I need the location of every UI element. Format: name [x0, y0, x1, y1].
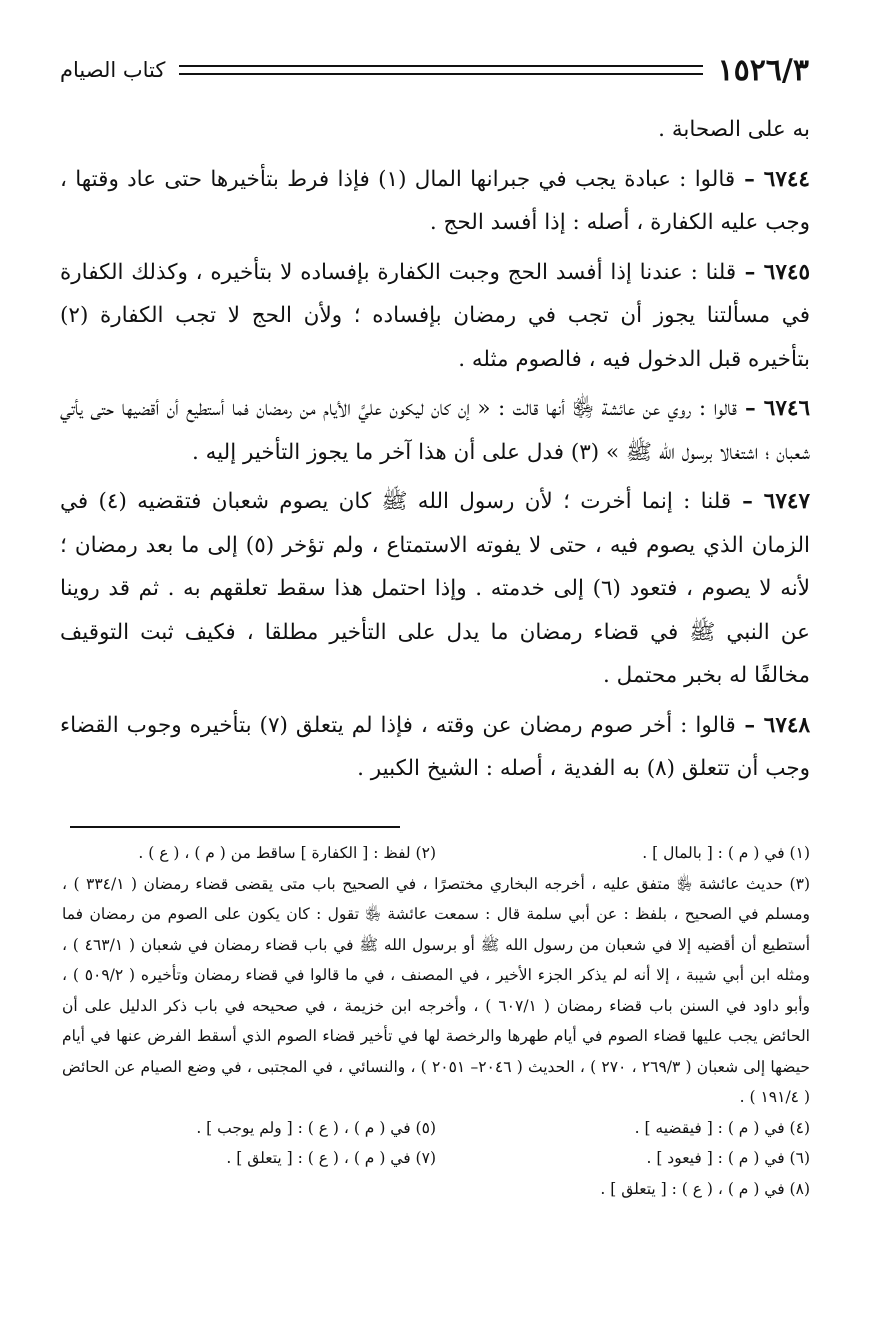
paragraph-text: قلنا : عندنا إذا أفسد الحج وجبت الكفارة بإفساده لا بتأخيره ، وكذلك الكفارة في مسألتنا يجوز أن تجب في رمضان بإفساده ؛ ولأن الحج لا تجب الكفارة (٢) بتأخيره قبل الدخول فيه ، فالصوم مثله .: [60, 259, 810, 372]
footnote: (٨) في ( م ) ، ( ع ) : [ يتعلق ] .: [600, 1179, 810, 1198]
paragraph-number: ٦٧٤٤ –: [735, 166, 810, 192]
footnote: (٢) لفظ : [ الكفارة ] ساقط من ( م ) ، ( ع ) .: [138, 844, 436, 862]
paragraph-text: قالوا : روي عن عائشة ﵂ أنها قالت : « إن كان ليكون عليَّ الأيام من رمضان فما أستطيع أن أقضيها حتى يأتي شعبان ؛ اشتغالا برسول الله ﷺ » (٣) فدل على أن هذا آخر ما يجوز التأخير إليه .: [60, 396, 810, 465]
footnote-row: [62, 838, 810, 869]
footnote: (٣) حديث عائشة ﵂ متفق عليه ، أخرجه البخاري مختصرًا ، في الصحيح باب متى يقضى قضاء رمضان ( ٣٣٤/١ ) ، ومسلم في الصحيح ، بلفظ : عن أبي سلمة قال : سمعت عائشة ﵂ تقول : كان يكون على الصوم من رمضان فما أستطيع أن أقضيه إلا في شعبان من رسول الله ﷺ أو برسول الله ﷺ في باب قضاء رمضان في شعبان ( ٤٦٣/١ ) ، ومثله ابن أبي شيبة ، إلا أنه لم يذكر الجزء الأخير ، في المصنف ، في ما قالوا في قضاء رمضان وتأخيره ( ٥٠٩/٢ ) ، وأبو داود في السنن باب قضاء رمضان ( ٦٠٧/١ ) ، وأخرجه ابن خزيمة ، في صحيحه في باب ذكر الدليل على أن الحائض يجب عليها قضاء الصوم في أيام طهرها والرخصة لها في تأخير قضاء الصوم الذي أسقط الفرض عنها في أيام حيضها إلى شعبان ( ٢٦٩/٣ ، ٢٧٠ ) ، الحديث ( ٢٠٤٦– ٢٠٥١ ) ، والنسائي ، في المجتبى ، في وضع الصيام عن الحائض ( ١٩١/٤ ) .: [62, 874, 811, 1106]
page-header: [60, 50, 809, 90]
footnotes: [62, 838, 810, 1204]
paragraph-number: ٦٧٤٥ –: [736, 259, 810, 285]
paragraph: [60, 108, 810, 152]
paragraph: [60, 387, 810, 474]
footnote: (١) في ( م ) : [ بالمال ] .: [642, 844, 810, 862]
footnote-row: [62, 1113, 810, 1144]
footnote-row: [62, 1143, 810, 1174]
footnote: (٥) في ( م ) ، ( ع ) : [ ولم يوجب ] .: [196, 1118, 436, 1137]
paragraph: [60, 480, 810, 698]
paragraph-text: قالوا : أخر صوم رمضان عن وقته ، فإذا لم يتعلق (٧) بتأخيره وجوب القضاء وجب أن تتعلق (٨) به الفدية ، أصله : الشيخ الكبير .: [60, 712, 810, 781]
page-number: ١٥٢٦/٣: [717, 52, 809, 88]
main-text: [60, 108, 810, 797]
paragraph-number: ٦٧٤٨ –: [735, 712, 810, 738]
paragraph: [60, 251, 810, 382]
paragraph-text: به على الصحابة .: [658, 117, 810, 142]
paragraph-text: قالوا : عبادة يجب في جبرانها المال (١) فإذا فرط بتأخيرها حتى عاد وقتها ، وجب عليه الكفارة ، أصله : إذا أفسد الحج .: [60, 166, 810, 235]
footnote: (٧) في ( م ) ، ( ع ) : [ يتعلق ] .: [226, 1149, 436, 1167]
footnote: (٤) في ( م ) : [ فيقضيه ] .: [634, 1118, 810, 1137]
footnote: (٦) في ( م ) : [ فيعود ] .: [646, 1149, 810, 1167]
paragraph-number: ٦٧٤٦ –: [736, 396, 810, 421]
paragraph: [60, 704, 810, 791]
footnote-separator: [70, 826, 400, 828]
paragraph-number: ٦٧٤٧ –: [731, 489, 810, 514]
paragraph: [60, 158, 810, 245]
header-rule: [179, 65, 703, 75]
paragraph-text: قلنا : إنما أخرت ؛ لأن رسول الله ﷺ كان يصوم شعبان فتقضيه (٤) في الزمان الذي يصوم فيه ، حتى لا يفوته الاستمتاع ، ولم تؤخر (٥) إلى ما بعد رمضان ؛ لأنه لا يصوم ، فتعود (٦) إلى خدمته . وإذا احتمل هذا سقط تعلقهم به . ثم قد روينا عن النبي ﷺ في قضاء رمضان ما يدل على التأخير مطلقا ، فكيف ثبت التوقيف مخالفًا له بخبر محتمل .: [60, 489, 810, 688]
book-title: كتاب الصيام: [60, 58, 166, 82]
